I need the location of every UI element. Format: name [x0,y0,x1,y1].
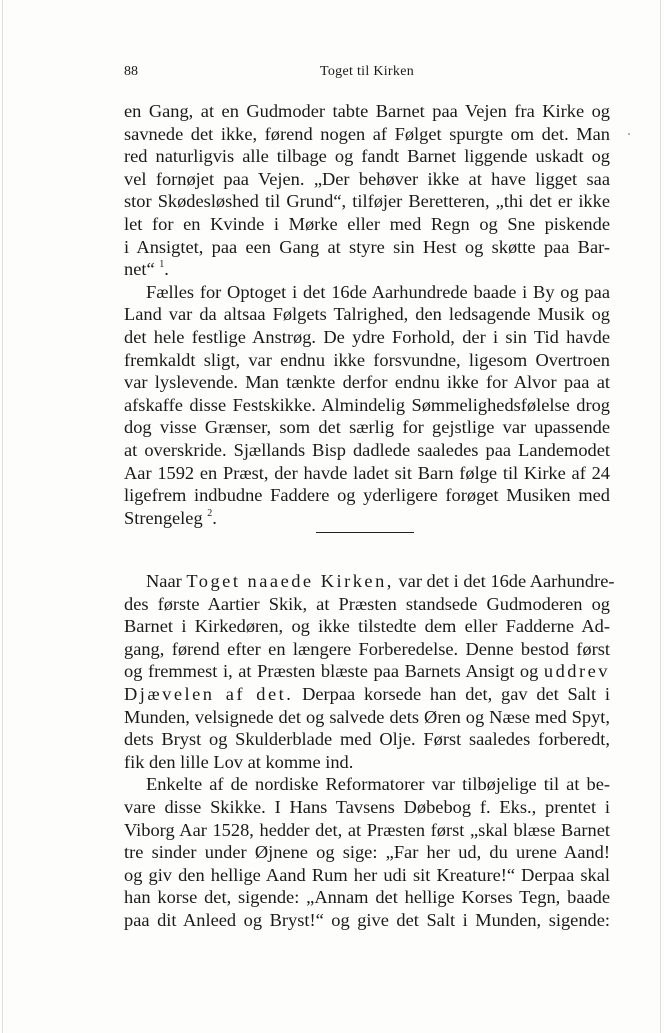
footnote-mark: 2 [207,507,213,519]
text-line: vel fornøjet paa Vejen. „Der behøver ikke at have ligget saa [124,168,610,189]
page-edge-right [660,0,661,1033]
text-line: i Ansigtet, paa een Gang at styre sin Hest og skøtte paa Bar- [124,236,610,257]
text-line: let for en Kvinde i Mørke eller med Regn og Sne piskende [124,213,610,234]
text-fragment: og fremmest i, at Præsten blæste paa Barnets Ansigt og [124,661,539,682]
text-line: Enkelte af de nordiske Reformatorer var tilbøjelige til at be- [146,774,610,795]
text-line: Aar 1592 en Præst, der havde ladet sit Barn følge til Kirke af 24 [124,462,610,483]
text-line: Strengeleg $^2$. [124,507,217,528]
text-line: en Gang, at en Gudmoder tabte Barnet paa Vejen fra Kirke og [124,101,610,121]
text-fragment: Strengeleg [124,507,203,528]
footnote-mark: 1 [159,259,165,271]
text-line [124,660,610,683]
text-line: stor Skødesløshed til Grund“, tilføjer Beretteren, „thi det er ikke [124,191,610,212]
text-line: ligefrem indbudne Faddere og yderligere forøget Musiken med [124,485,610,506]
text-fragment: Naar [146,571,182,591]
text-fragment: net“ [124,259,155,280]
paragraph-block-2 [124,570,615,932]
spaced-emphasis: Toget naaede Kirken, [186,571,394,591]
spaced-emphasis: uddrev [543,661,610,682]
text-line: var lyslevende. Man tænkte derfor endnu ikke for Alvor paa at [124,372,610,393]
text-line [124,683,610,706]
text-line: fremkaldt sligt, var endnu ikke forsvundne, ligesom Overtroen [124,349,610,370]
text-line: des første Aartier Skik, at Præsten standsede Gudmoderen og [124,593,610,614]
text-line: Barnet i Kirkedøren, og ikke tilstedte dem eller Fadderne Ad- [124,616,610,637]
text-line: afskaffe disse Festskikke. Almindelig Sømmelighedsfølelse drog [124,394,610,415]
text-line: net“ $^1$. [124,259,169,280]
text-line: red naturligvis alle tilbage og fandt Barnet liggende uskadt og [124,146,610,167]
text-line: at overskride. Sjællands Bisp dadlede saaledes paa Landemodet [124,439,610,460]
text-line: han korse det, sigende: „Annam det hellige Korses Tegn, baade [124,887,610,908]
text-line: vare disse Skikke. I Hans Tavsens Døbebog f. Eks., prentet i [124,796,610,817]
text-line: Viborg Aar 1528, hedder det, at Præsten først „skal blæse Barnet [124,819,610,840]
text-line: tre sinder under Øjnene og sige: „Far her ud, du urene Aand! [124,842,610,863]
text-fragment: var det i det 16de Aarhundre- [398,571,615,591]
text-line: og giv den hellige Aand Rum her udi sit Kreature!“ Derpaa skal [124,864,610,885]
text-line [124,570,615,593]
text-line: gang, førend efter en længere Forberedelse. Denne bestod først [124,638,610,659]
text-line: paa dit Anleed og Bryst!“ og give det Salt i Munden, sigende: [124,909,610,930]
text-line: savnede det ikke, førend nogen af Følget spurgte om det. Man [124,123,610,144]
page-edge-left [2,0,3,1033]
spaced-emphasis: Djævelen af det. [124,683,294,704]
text-line: Fælles for Optoget i det 16de Aarhundrede baade i By og paa [146,281,610,302]
page-number: 88 [124,64,138,79]
section-divider [316,532,414,533]
text-line: Munden, velsignede det og salvede dets Øren og Næse med Spyt, [124,706,610,727]
text-line: det hele festlige Anstrøg. De ydre Forhold, der i sin Tid havde [124,326,610,347]
running-title: Toget til Kirken [319,64,415,79]
text-line: dets Bryst og Skulderblade med Olje. Først saaledes forberedt, [124,729,610,750]
text-line: Land var da altsaa Følgets Talrighed, den ledsagende Musik og [124,304,610,325]
scan-speck [628,133,630,135]
paragraph-block-1 [124,100,610,529]
text-line: dog visse Grænser, som det særlig for gejstlige var upassende [124,417,610,438]
text-line: fik den lille Lov at komme ind. [124,751,354,772]
text-fragment: Derpaa korsede han det, gav det Salt i [302,683,611,704]
